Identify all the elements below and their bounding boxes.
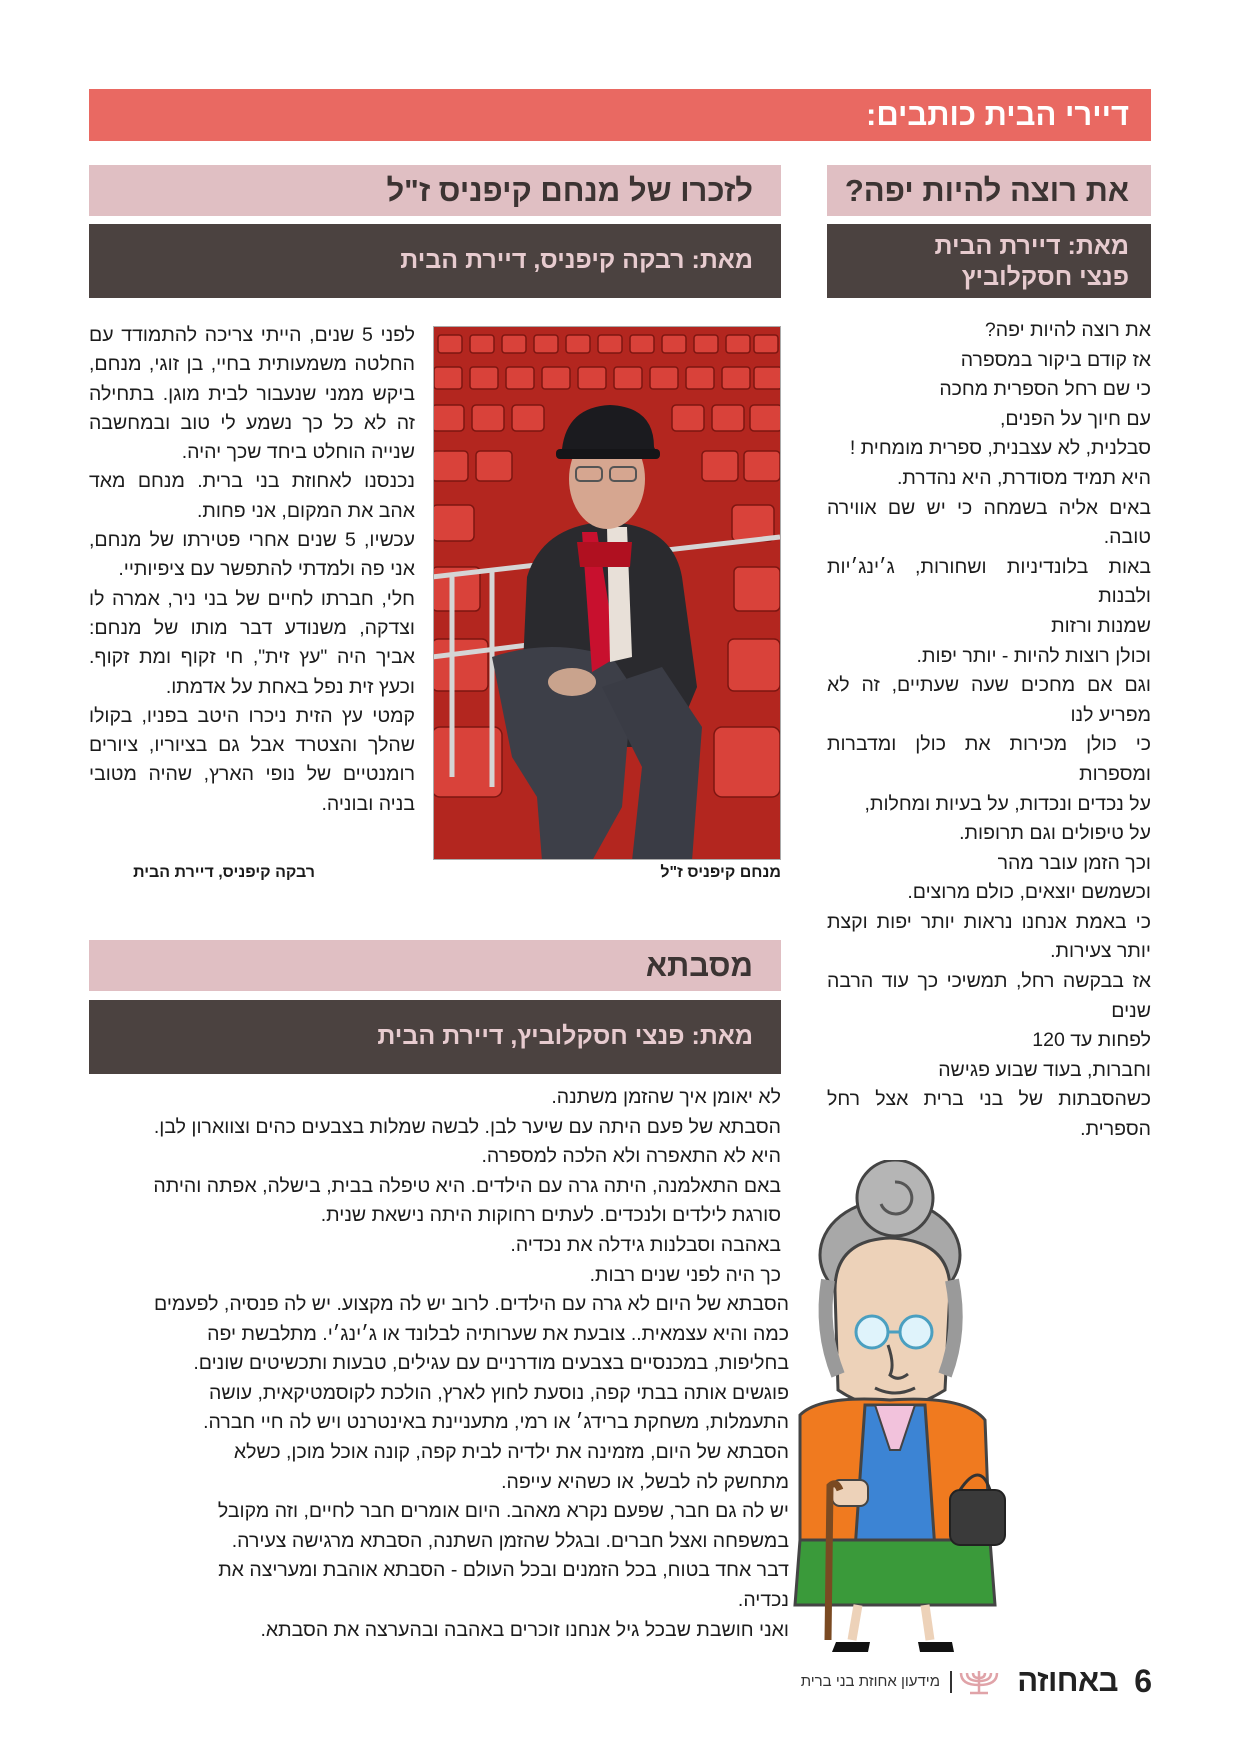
grandma-title: מסבתא: [645, 948, 753, 983]
menorah-icon: [956, 1669, 1002, 1695]
footer-subtitle: מידעון אחוזת בני ברית: [800, 1673, 940, 1690]
photo-caption: מנחם קיפניס ז"ל: [660, 864, 781, 881]
poem-line: אז בבקשה רחל, תמשיכי כך עוד הרבה שנים: [827, 970, 1151, 1022]
grandma-author: מאת: פנצי חסקלוביץ, דיירת הבית: [377, 1022, 753, 1050]
poem-line: כי באמת אנחנו נראות יותר יפות וקצת יותר צעירות.: [827, 910, 1151, 963]
grandma-line: כמה והיא עצמאית.. צובעת את שערותיה לבלונד או ג׳ינג׳י. מתלבשת יפה: [207, 1322, 789, 1345]
poem-line: וכשמשם יוצאים, כולם מרוצים.: [907, 881, 1151, 904]
memorial-paragraph: עכשיו, 5 שנים אחרי פטירתו של מנחם, אני פה ולמדתי להתפשר עם ציפיותיי.: [89, 529, 415, 581]
grandma-line: לא יאומן איך שהזמן משתנה.: [551, 1086, 781, 1108]
poem-line: על נכדים ונכדות, על בעיות ומחלות,: [864, 792, 1151, 815]
beauty-author-bar: [827, 224, 1151, 298]
beauty-title-bar: [827, 165, 1151, 216]
stadium-portrait-image: [433, 327, 780, 860]
poem-line: כי כולן מכירות את כולן ומדברות ומספרות: [827, 733, 1151, 785]
poem-line: כשהסבתות של בני ברית אצל רחל הספרית.: [827, 1088, 1151, 1141]
page-number: 6: [1134, 1663, 1152, 1699]
grandma-line: הסבתא של היום, מזמינה את ילדיה לבית קפה, קונה אוכל מוכן, כשלא: [233, 1440, 789, 1463]
poem-line: היא תמיד מסודרת, היא נהדרת.: [896, 466, 1151, 489]
poem-line: את רוצה להיות יפה?: [984, 319, 1151, 341]
beauty-poem: [827, 316, 1151, 1145]
grandma-line: הסבתא של פעם היתה עם שיער לבן. לבשה שמלות בצבעים כהים וצווארון לבן.: [153, 1115, 781, 1138]
grandma-line: התעמלות, משחקת ברידג׳ או רמי, מתעניינת באינטרנט ויש לה חיי חברה.: [203, 1411, 789, 1434]
grandma-text-bottom: [89, 1290, 789, 1645]
poem-line: כי שם רחל הספרית מחכה: [939, 378, 1151, 401]
grandma-line: היא לא התאפרה ולא הלכה למספרה.: [481, 1145, 781, 1168]
grandma-line: מתחשק לה לבשל, או כשהיא עייפה.: [501, 1470, 789, 1493]
memorial-author: מאת: רבקה קיפניס, דיירת הבית: [400, 246, 753, 274]
grandma-line: באהבה וסבלנות גידלה את נכדיה.: [510, 1233, 781, 1256]
memorial-paragraph: לפני 5 שנים, הייתי צריכה להתמודד עם החלטה משמעותית בחיי, בן זוגי, מנחם, ביקש ממני שנעבור לבית מוגן. בתחילה זה לא כל כך נשמע לי טוב ובמחשבה שנייה הוחלט ביחד שכך יהיה.: [89, 324, 416, 464]
grandma-line: הסבתא של היום לא גרה עם הילדים. לרוב יש לה מקצוע. יש לה פנסיה, לפעמים: [154, 1293, 789, 1315]
memorial-paragraph: קמטי עץ הזית ניכרו היטב בפניו, בקולו שהלך והצטרד אבל גם בציוריו, ציורים רומנטיים של נופי הארץ, שהיה מטובי בניה ובוניה.: [89, 704, 415, 815]
memorial-author-bar: [89, 224, 781, 298]
poem-line: לפחות עד 120: [1032, 1029, 1151, 1052]
memorial-text: [89, 321, 415, 819]
grandma-line: דבר אחד בטוח, בכל הזמנים ובכל העולם - הסבתא אוהבת ומעריצה את: [218, 1559, 789, 1582]
memorial-title-bar: [89, 165, 781, 216]
beauty-author-name: פנצי חסקלוביץ: [961, 263, 1129, 291]
grandma-line: בחליפות, במכנסיים בצבעים מודרניים עם עגילים, טבעות ותכשיטים שונים.: [193, 1352, 789, 1375]
grandma-line: סורגת לילדים ולנכדים. לעתים רחוקות היתה נישאת שנית.: [320, 1204, 781, 1227]
beauty-title: את רוצה להיות יפה?: [844, 173, 1129, 208]
magazine-brand: באחוזה: [1017, 1663, 1118, 1698]
memorial-photo: [433, 326, 781, 860]
section-title: דיירי הבית כותבים:: [866, 97, 1129, 132]
poem-line: שמנות ורזות: [1051, 614, 1151, 637]
poem-line: באים אליה בשמחה כי יש שם אווירה טובה.: [827, 496, 1151, 549]
grandma-line: במשפחה ואצל חברים. ובגלל שהזמן השתנה, הסבתא מרגישה צעירה.: [231, 1529, 789, 1552]
memorial-signature: רבקה קיפניס, דיירת הבית: [133, 864, 315, 881]
footer-separator: [950, 1671, 952, 1693]
grandma-line: באם התאלמנה, היתה גרה עם הילדים. היא טיפלה בבית, בישלה, אפתה והיתה: [153, 1174, 781, 1197]
poem-line: וכולן רוצות להיות - יותר יפות.: [916, 644, 1151, 667]
grandma-line: ואני חושבת שבכל גיל אנחנו זוכרים באהבה ובהערצה את הסבתא.: [260, 1618, 789, 1641]
poem-line: על טיפולים וגם תרופות.: [959, 822, 1151, 845]
grandma-line: פוגשים אותה בבתי קפה, נוסעת לחוץ לארץ, הולכת לקוסמטיקאית, עושה: [209, 1381, 789, 1404]
grandma-line: נכדיה.: [737, 1588, 789, 1611]
grandma-title-bar: [89, 940, 781, 991]
grandma-line: יש לה גם חבר, שפעם נקרא מאהב. היום אומרים חבר לחיים, וזה מקובל: [217, 1500, 789, 1523]
poem-line: באות בלונדיניות ושחורות, ג׳ינג׳יות ולבנות: [827, 555, 1151, 608]
grandma-line: כך היה לפני שנים רבות.: [589, 1263, 781, 1286]
grandma-cartoon-image: [740, 1160, 1040, 1660]
poem-line: וגם אם מחכים שעה שעתיים, זה לא מפריע לנו: [827, 674, 1151, 726]
memorial-paragraph: נכנסנו לאחוזת בני ברית. מנחם מאד אהב את המקום, אני פחות.: [89, 470, 415, 522]
memorial-title: לזכרו של מנחם קיפניס ז"ל: [386, 173, 753, 208]
poem-line: עם חיוך על הפנים,: [999, 407, 1151, 430]
poem-line: וחברות, בעוד שבוע פגישה: [938, 1058, 1151, 1081]
page-footer: [780, 1665, 1152, 1699]
poem-line: וכך הזמן עובר מהר: [997, 851, 1151, 874]
poem-line: סבלנית, לא עצבנית, ספרית מומחית !: [849, 437, 1151, 460]
section-banner: [89, 89, 1151, 141]
grandma-text-top: [21, 1083, 781, 1290]
memorial-paragraph: חלי, חברתו לחיים של בני ניר, אמרה לו וצדקה, משנודע דבר מותו של מנחם: אביך היה "עץ זית", חי זקוף ומת זקוף. וכעץ זית נפל באחת על אדמתו.: [89, 587, 415, 698]
beauty-author-label: מאת: דיירת הבית: [934, 232, 1129, 260]
grandma-author-bar: [89, 1000, 781, 1074]
poem-line: אז קודם ביקור במספרה: [960, 348, 1151, 371]
